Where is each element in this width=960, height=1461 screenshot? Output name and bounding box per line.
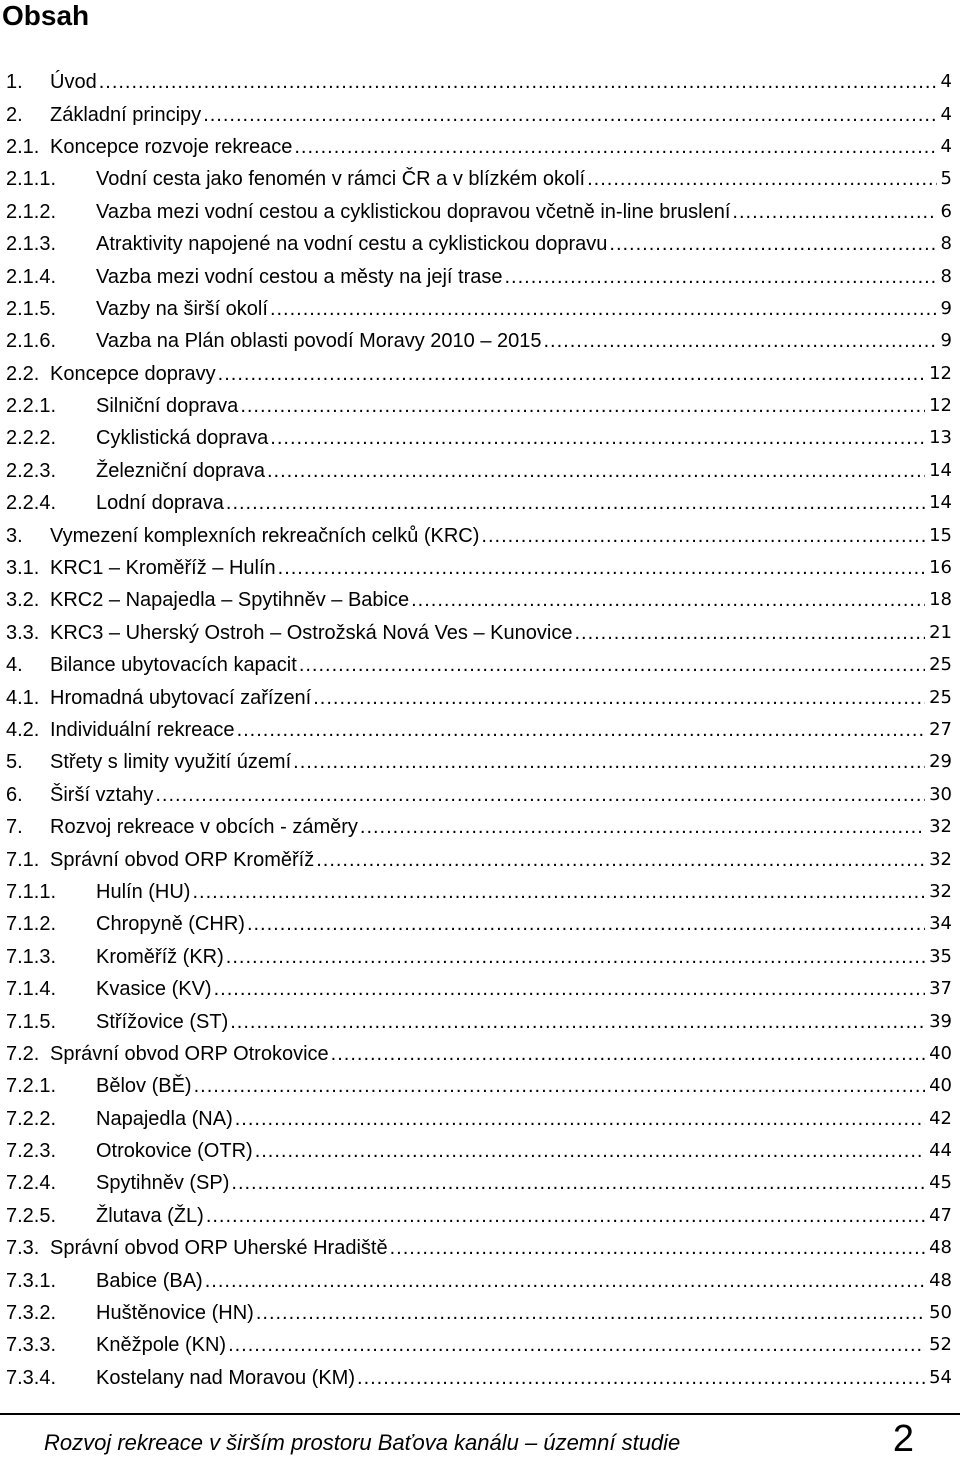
toc-entry[interactable] (0, 390, 956, 422)
toc-entry-label: Atraktivity napojené na vodní cestu a cyklistickou dopravu (96, 233, 608, 256)
toc-entry-label: Hromadná ubytovací zařízení (50, 686, 312, 709)
toc-entry-page: 25 (929, 654, 952, 676)
toc-entry-label: Bělov (BĚ) (96, 1075, 192, 1098)
toc-dot-leader (226, 491, 925, 515)
toc-entry[interactable] (0, 1103, 956, 1135)
toc-entry[interactable] (0, 941, 956, 973)
toc-entry[interactable] (0, 681, 956, 713)
toc-entry-page: 52 (929, 1334, 952, 1356)
toc-entry[interactable] (0, 584, 956, 616)
toc-entry[interactable] (0, 1232, 956, 1264)
toc-entry-number: 7.2.3. (6, 1140, 57, 1163)
toc-entry-page: 34 (929, 913, 952, 935)
toc-entry-page: 15 (929, 524, 952, 546)
toc-entry[interactable] (0, 196, 956, 228)
footer-page-number: 2 (892, 1418, 914, 1460)
toc-entry-number: 3.2. (6, 589, 40, 612)
toc-entry-label: Koncepce dopravy (50, 362, 216, 385)
toc-entry-label: Chropyně (CHR) (96, 913, 245, 936)
toc-entry-number: 3.3. (6, 621, 40, 644)
toc-dot-leader (574, 621, 925, 645)
toc-entry-number: 6. (6, 783, 23, 806)
toc-dot-leader (331, 1042, 925, 1066)
toc-entry-label: Kroměříž (KR) (96, 945, 224, 968)
toc-entry-label: Vazba na Plán oblasti povodí Moravy 2010 – 2015 (96, 330, 542, 353)
toc-dot-leader (270, 426, 925, 450)
toc-entry-page: 35 (929, 945, 952, 967)
toc-dot-leader (299, 653, 925, 677)
toc-dot-leader (240, 394, 925, 418)
footer-title: Rozvoj rekreace v širším prostoru Baťova kanálu – územní studie (44, 1430, 681, 1455)
toc-entry[interactable] (0, 1070, 956, 1102)
toc-entry-number: 2.1.6. (6, 330, 57, 353)
toc-entry[interactable] (0, 908, 956, 940)
toc-entry-page: 42 (929, 1107, 952, 1129)
toc-entry-page: 32 (929, 880, 952, 902)
toc-entry-label: Železniční doprava (96, 459, 265, 482)
toc-dot-leader (203, 103, 936, 127)
toc-entry-number: 7.2. (6, 1042, 40, 1065)
toc-entry-number: 5. (6, 751, 23, 774)
toc-entry-label: Základní principy (50, 103, 202, 126)
toc-entry-label: Lodní doprava (96, 492, 224, 515)
toc-entry-page: 29 (929, 751, 952, 773)
toc-entry-number: 2.2.4. (6, 492, 57, 515)
toc-entry-number: 2.1.2. (6, 200, 57, 223)
toc-entry[interactable] (0, 131, 956, 163)
toc-dot-leader (206, 1204, 925, 1228)
toc-dot-leader (231, 1171, 925, 1195)
toc-entry[interactable] (0, 163, 956, 195)
toc-entry-label: Správní obvod ORP Uherské Hradiště (50, 1237, 388, 1260)
toc-dot-leader (313, 686, 925, 710)
toc-entry-page: 9 (940, 330, 952, 352)
toc-entry-number: 7.3.1. (6, 1269, 57, 1292)
toc-entry[interactable] (0, 293, 956, 325)
toc-entry[interactable] (0, 617, 956, 649)
toc-entry-number: 7.3.3. (6, 1334, 57, 1357)
toc-entry-number: 7.1.1. (6, 880, 57, 903)
toc-entry-number: 3. (6, 524, 23, 547)
toc-entry[interactable] (0, 1264, 956, 1296)
toc-entry-number: 7.1.2. (6, 913, 57, 936)
toc-entry-number: 4. (6, 654, 23, 677)
toc-entry-page: 13 (929, 427, 952, 449)
toc-entry-label: Koncepce rozvoje rekreace (50, 135, 293, 158)
toc-entry-page: 25 (929, 686, 952, 708)
toc-entry[interactable] (0, 973, 956, 1005)
toc-entry-label: Spytihněv (SP) (96, 1172, 230, 1195)
toc-dot-leader (99, 70, 937, 94)
toc-entry[interactable] (0, 260, 956, 292)
toc-entry-label: Širší vztahy (50, 783, 154, 806)
toc-dot-leader (278, 556, 925, 580)
toc-entry-label: Babice (BA) (96, 1269, 203, 1292)
toc-dot-leader (247, 912, 925, 936)
toc-dot-leader (192, 880, 925, 904)
toc-entry-page: 12 (929, 395, 952, 417)
toc-entry[interactable] (0, 746, 956, 778)
toc-entry-label: Vazba mezi vodní cestou a cyklistickou dopravou včetně in-line bruslení (96, 200, 731, 223)
toc-entry-page: 8 (940, 233, 952, 255)
toc-entry-page: 37 (929, 978, 952, 1000)
toc-entry-number: 7.2.4. (6, 1172, 57, 1195)
toc-entry-label: Silniční doprava (96, 395, 239, 418)
toc-entry-label: Správní obvod ORP Otrokovice (50, 1042, 329, 1065)
toc-entry-label: Cyklistická doprava (96, 427, 269, 450)
toc-entry-number: 7.3. (6, 1237, 40, 1260)
toc-entry-page: 44 (929, 1140, 952, 1162)
toc-entry[interactable] (0, 714, 956, 746)
toc-entry[interactable] (0, 1005, 956, 1037)
toc-dot-leader (587, 167, 936, 191)
toc-entry-number: 2. (6, 103, 23, 126)
toc-entry[interactable] (0, 1167, 956, 1199)
toc-entry-label: Kostelany nad Moravou (KM) (96, 1366, 356, 1389)
toc-dot-leader (316, 848, 925, 872)
toc-entry-number: 7.3.2. (6, 1302, 57, 1325)
toc-dot-leader (293, 750, 925, 774)
toc-dot-leader (226, 945, 925, 969)
toc-entry[interactable] (0, 552, 956, 584)
toc-entry-label: KRC2 – Napajedla – Spytihněv – Babice (50, 589, 410, 612)
toc-dot-leader (218, 362, 925, 386)
toc-entry-page: 4 (940, 71, 952, 93)
toc-entry[interactable] (0, 228, 956, 260)
toc-entry-number: 2.2.3. (6, 459, 57, 482)
toc-dot-leader (267, 459, 925, 483)
footer-divider (0, 1413, 960, 1415)
toc-entry-page: 4 (940, 103, 952, 125)
table-of-contents (0, 66, 956, 1394)
toc-entry-page: 14 (929, 492, 952, 514)
toc-entry-page: 40 (929, 1042, 952, 1064)
toc-entry[interactable] (0, 1135, 956, 1167)
toc-entry[interactable] (0, 1362, 956, 1394)
toc-entry[interactable] (0, 1329, 956, 1361)
toc-entry-label: Žlutava (ŽL) (96, 1204, 204, 1227)
toc-dot-leader (357, 1366, 925, 1390)
toc-entry[interactable] (0, 487, 956, 519)
toc-entry[interactable] (0, 1038, 956, 1070)
toc-entry-label: Rozvoj rekreace v obcích - záměry (50, 816, 358, 839)
toc-entry[interactable] (0, 358, 956, 390)
toc-entry-number: 7. (6, 816, 23, 839)
toc-entry-number: 7.1.5. (6, 1010, 57, 1033)
toc-entry-page: 32 (929, 816, 952, 838)
toc-entry[interactable] (0, 455, 956, 487)
toc-dot-leader (228, 1333, 925, 1357)
toc-entry-page: 12 (929, 362, 952, 384)
toc-entry-label: Vymezení komplexních rekreačních celků (KRC) (50, 524, 480, 547)
toc-dot-leader (235, 1107, 925, 1131)
toc-dot-leader (255, 1139, 925, 1163)
toc-entry[interactable] (0, 422, 956, 454)
toc-entry-label: Střety s limity využití území (50, 751, 292, 774)
toc-entry-label: Správní obvod ORP Kroměříž (50, 848, 315, 871)
toc-entry-number: 7.3.4. (6, 1366, 57, 1389)
toc-entry-number: 4.1. (6, 686, 40, 709)
toc-entry-page: 40 (929, 1075, 952, 1097)
toc-entry-page: 21 (929, 621, 952, 643)
toc-entry-page: 8 (940, 265, 952, 287)
toc-entry-number: 1. (6, 71, 23, 94)
toc-entry-page: 48 (929, 1269, 952, 1291)
toc-entry-page: 6 (940, 200, 952, 222)
toc-entry-label: Střížovice (ST) (96, 1010, 229, 1033)
toc-entry-number: 2.1.3. (6, 233, 57, 256)
page-title: Obsah (2, 0, 90, 31)
toc-entry[interactable] (0, 66, 956, 98)
toc-entry-page: 48 (929, 1237, 952, 1259)
toc-entry-number: 2.2.1. (6, 395, 57, 418)
toc-entry-page: 5 (940, 168, 952, 190)
toc-entry-label: KRC3 – Uherský Ostroh – Ostrožská Nová Ves – Kunovice (50, 621, 573, 644)
toc-entry-number: 2.2. (6, 362, 40, 385)
toc-dot-leader (256, 1301, 925, 1325)
toc-entry[interactable] (0, 779, 956, 811)
toc-dot-leader (230, 1010, 925, 1034)
toc-dot-leader (544, 329, 937, 353)
toc-entry[interactable] (0, 811, 956, 843)
toc-dot-leader (505, 265, 937, 289)
toc-entry[interactable] (0, 98, 956, 130)
toc-entry[interactable] (0, 1297, 956, 1329)
toc-entry-page: 32 (929, 848, 952, 870)
toc-entry-label: Huštěnovice (HN) (96, 1302, 254, 1325)
toc-entry-label: Napajedla (NA) (96, 1107, 233, 1130)
toc-entry-page: 18 (929, 589, 952, 611)
toc-entry-number: 2.1.5. (6, 297, 57, 320)
toc-entry-number: 3.1. (6, 557, 40, 580)
toc-entry-number: 2.1.1. (6, 168, 57, 191)
toc-entry-number: 4.2. (6, 719, 40, 741)
toc-entry[interactable] (0, 876, 956, 908)
toc-dot-leader (481, 524, 925, 548)
toc-entry-number: 2.1. (6, 135, 40, 158)
toc-entry-label: Kvasice (KV) (96, 978, 212, 1001)
toc-entry-number: 7.2.2. (6, 1107, 57, 1130)
toc-entry[interactable] (0, 519, 956, 551)
toc-dot-leader (155, 783, 925, 807)
toc-dot-leader (294, 135, 936, 159)
toc-entry-number: 2.1.4. (6, 265, 57, 288)
toc-entry-page: 30 (929, 783, 952, 805)
toc-dot-leader (732, 200, 936, 224)
toc-entry[interactable] (0, 325, 956, 357)
toc-dot-leader (360, 815, 925, 839)
toc-entry-number: 7.2.5. (6, 1204, 57, 1227)
toc-entry-label: Vazby na širší okolí (96, 297, 268, 320)
toc-entry-number: 2.2.2. (6, 427, 57, 450)
toc-entry-label: Otrokovice (OTR) (96, 1140, 253, 1163)
toc-entry-label: Úvod (50, 71, 97, 94)
toc-entry[interactable] (0, 843, 956, 875)
toc-dot-leader (609, 232, 936, 256)
toc-entry-page: 9 (940, 297, 952, 319)
toc-dot-leader (194, 1074, 926, 1098)
toc-entry-page: 16 (929, 557, 952, 579)
toc-dot-leader (390, 1236, 926, 1260)
toc-entry-number: 7.2.1. (6, 1075, 57, 1098)
toc-entry-page: 39 (929, 1010, 952, 1032)
toc-entry-label: KRC1 – Kroměříž – Hulín (50, 557, 276, 580)
toc-entry-page: 4 (940, 135, 952, 157)
toc-entry-label: Vazba mezi vodní cestou a městy na její trase (96, 265, 503, 288)
toc-entry-label: Hulín (HU) (96, 880, 191, 903)
toc-dot-leader (411, 588, 925, 612)
toc-entry-number: 7.1.4. (6, 978, 57, 1001)
toc-dot-leader (237, 718, 926, 742)
toc-entry-label: Bilance ubytovacích kapacit (50, 654, 297, 677)
toc-dot-leader (214, 977, 926, 1001)
toc-entry-page: 27 (929, 719, 952, 740)
toc-entry-number: 7.1.3. (6, 945, 57, 968)
toc-entry-label: Individuální rekreace (50, 719, 235, 741)
toc-entry[interactable] (0, 1200, 956, 1232)
toc-entry-page: 50 (929, 1302, 952, 1324)
toc-entry[interactable] (0, 649, 956, 681)
toc-entry-number: 7.1. (6, 848, 40, 871)
toc-dot-leader (270, 297, 937, 321)
toc-entry-page: 14 (929, 459, 952, 481)
toc-dot-leader (205, 1269, 925, 1293)
toc-entry-page: 45 (929, 1172, 952, 1194)
toc-entry-label: Kněžpole (KN) (96, 1334, 227, 1357)
toc-entry-page: 54 (929, 1366, 952, 1388)
toc-entry-label: Vodní cesta jako fenomén v rámci ČR a v blízkém okolí (96, 168, 586, 191)
toc-entry-page: 47 (929, 1204, 952, 1226)
